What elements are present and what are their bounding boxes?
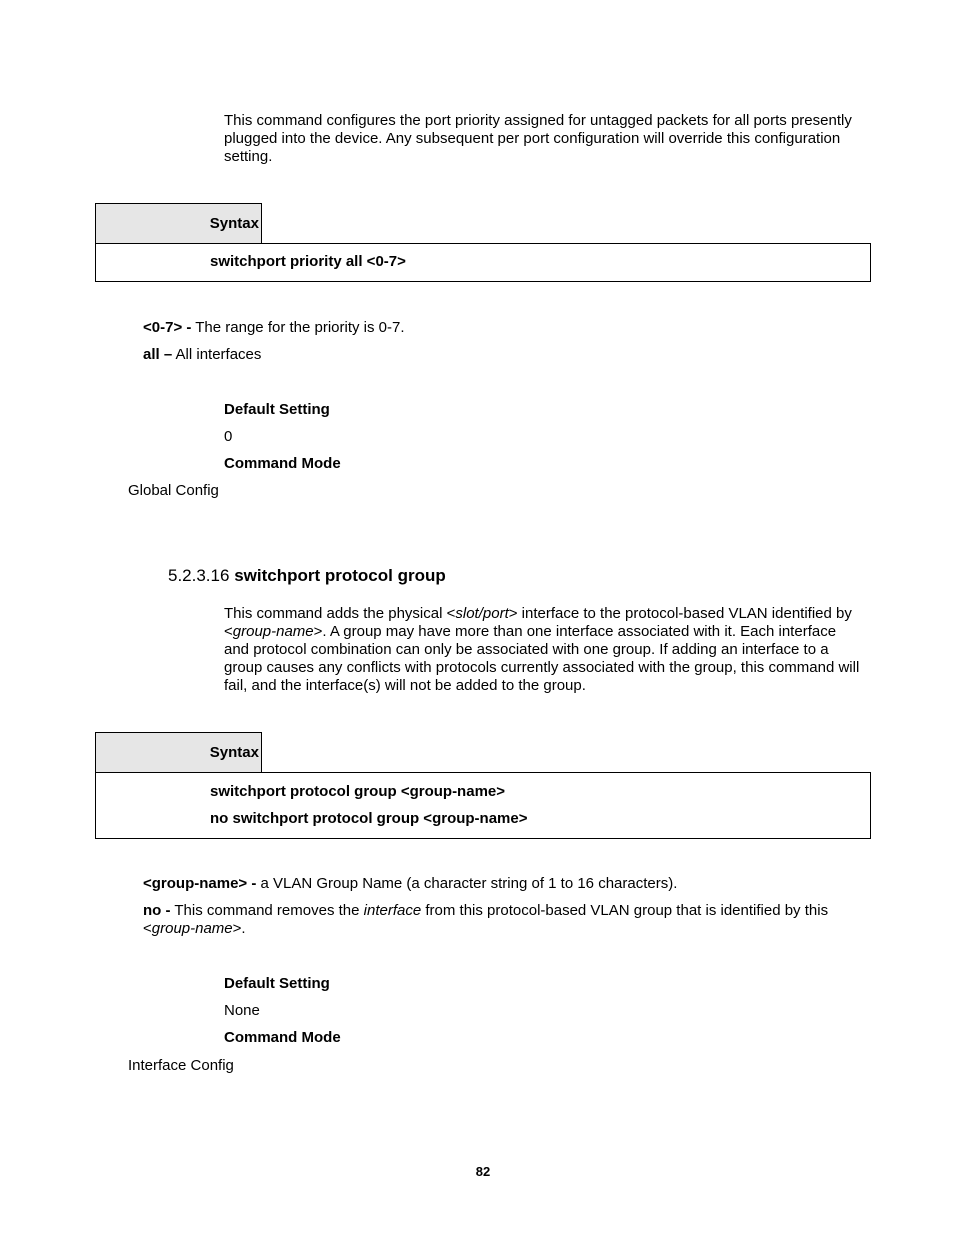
syntax-label-2: Syntax [209,744,259,761]
param-desc: The range for the priority is 0-7. [191,319,405,336]
param-desc: from this protocol-based VLAN group that is identified by this < [143,902,829,937]
param-all [143,346,261,364]
intro-italic: slot/port [455,605,509,622]
syntax-box-2 [95,772,871,839]
param-no [143,902,863,938]
param-term: no - [143,902,171,919]
syntax-tab-2 [95,732,262,772]
param-range [143,319,405,337]
section2-intro [224,605,860,695]
param-desc: >. [232,920,246,937]
syntax-command: switchport protocol group <group-name> [210,783,506,800]
section-number: 5.2.3.16 [168,566,230,585]
command-mode-label: Command Mode [224,455,341,472]
param-term: <group-name> - [143,875,257,892]
param-italic: group-name [151,920,233,937]
command-mode-label: Command Mode [224,1029,341,1046]
default-setting-value: 0 [224,428,233,445]
default-setting-label: Default Setting [224,401,330,418]
page-number: 82 [475,1164,491,1179]
intro-text: >. A group may have more than one interface associated with it. Each interface and protocol combination can only be associated with one group. If adding an interface to a group causes any conflicts with protocols currently associated with the group, this command will fail, and the interface(s) will not be added to the group. [224,623,860,694]
intro-text: > interface to the protocol-based VLAN identified by < [224,605,852,640]
param-term: all – [143,346,173,363]
default-setting-label: Default Setting [224,975,330,992]
intro-text: This command adds the physical < [224,605,456,622]
syntax-command-no: no switchport protocol group <group-name> [210,810,528,827]
param-desc: This command removes the [170,902,364,919]
section-title: switchport protocol group [234,566,446,585]
syntax-label-1: Syntax [209,215,259,232]
param-italic: interface [363,902,422,919]
intro-italic: group-name [232,623,314,640]
command-mode-value: Global Config [128,482,219,499]
syntax-box-1 [95,243,871,282]
default-setting-value: None [224,1002,260,1019]
param-term: <0-7> - [143,319,192,336]
syntax-tab-1 [95,203,262,243]
param-desc: a VLAN Group Name (a character string of 1 to 16 characters). [256,875,678,892]
section-heading [168,566,446,586]
param-desc: All interfaces [172,346,262,363]
syntax-command: switchport priority all <0-7> [210,253,406,270]
param-group-name [143,875,677,893]
section1-intro: This command configures the port priority assigned for untagged packets for all ports presently plugged into the device. Any subsequent per port configuration will override this configuration setting. [224,112,852,165]
command-mode-value: Interface Config [128,1057,234,1074]
